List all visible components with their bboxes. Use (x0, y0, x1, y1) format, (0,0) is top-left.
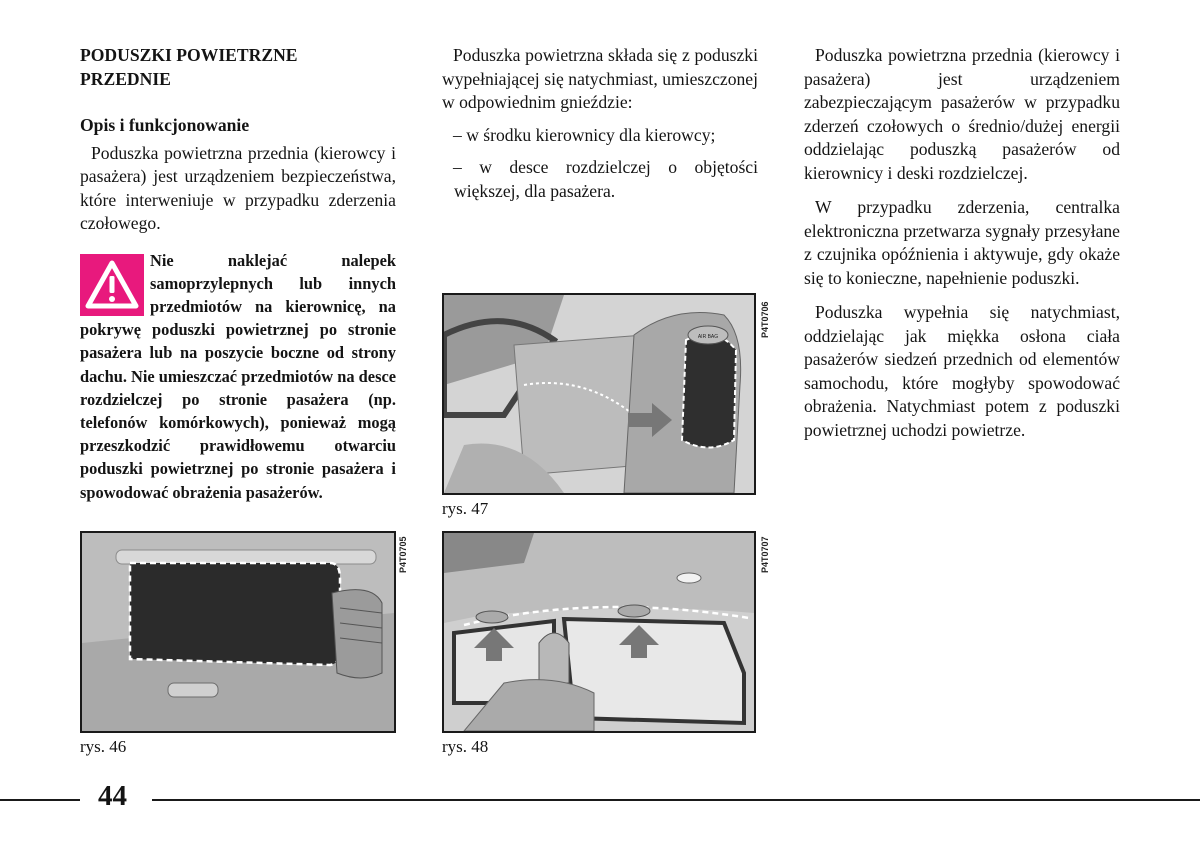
figure-code: P4T0705 (398, 536, 408, 573)
figure-code: P4T0706 (760, 301, 770, 338)
footer-rule-right (152, 799, 1200, 801)
figure-code: P4T0707 (760, 536, 770, 573)
column-1 (80, 44, 396, 504)
column-2 (442, 44, 758, 203)
body-paragraph: Poduszka wypełnia się natychmiast, oddzielając jak miękka osłona ciała pasażerów siedzeń przednich od elementów samochodu, które mogłyby spowodować obrażenia. Natychmiast potem z poduszki powietrznej uchodzi powietrze. (804, 302, 1120, 440)
figure-caption: rys. 48 (442, 737, 489, 756)
warning-triangle-icon (80, 254, 144, 316)
figure-47 (442, 293, 756, 495)
figure-caption: rys. 46 (80, 737, 127, 756)
list-item: – w desce rozdzielczej o objętości większej, dla pasażera. (453, 157, 758, 201)
warning-block (80, 249, 396, 504)
intro-paragraph: Poduszka powietrzna przednia (kierowcy i pasażera) jest urządzeniem bezpieczeństwa, które interweniuje w przypadku zderzenia czołowego. (80, 142, 396, 233)
figure-46 (80, 531, 396, 733)
subheading: Opis i funkcjonowanie (80, 115, 250, 135)
figure-caption: rys. 47 (442, 499, 489, 518)
column-3 (804, 44, 1120, 442)
air-bag-label: AIR BAG (697, 334, 719, 340)
body-paragraph: W przypadku zderzenia, centralka elektroniczna przetwarza sygnały przesyłane z czujnika opóźnienia i aktywuje, gdy okaże się to konieczne, napełnienie poduszki. (804, 197, 1120, 288)
warning-text: Nie naklejać nalepek samoprzylepnych lub innych przedmiotów na kierownicę, na pokrywę poduszki powietrznej po stronie pasażera lub na poszycie boczne od strony dachu. Nie umieszczać przedmiotów na desce rozdzielczej po stronie pasażera (np. telefonów komórkowych), ponieważ mogą przeszkodzić prawidłowemu otwarciu poduszki powietrznej po stronie pasażera i spowodować obrażenia pasażerów. (80, 250, 396, 502)
composition-paragraph: Poduszka powietrzna składa się z poduszki wypełniającej się natychmiast, umieszczonej w odpowiednim gnieździe: (442, 45, 758, 112)
page-number: 44 (98, 780, 127, 812)
list-item: – w środku kierownicy dla kierowcy; (453, 124, 716, 145)
figure-48 (442, 531, 756, 733)
body-paragraph: Poduszka powietrzna przednia (kierowcy i pasażera) jest urządzeniem zabezpieczającym pasażerów w przypadku zderzeń czołowych o średnio/dużej energii oddzielając poduszką pasażerów od kierownicy i deski rozdzielczej. (804, 45, 1120, 183)
footer-rule-left (0, 799, 80, 801)
section-heading: PODUSZKI POWIETRZNE PRZEDNIE (80, 45, 298, 89)
